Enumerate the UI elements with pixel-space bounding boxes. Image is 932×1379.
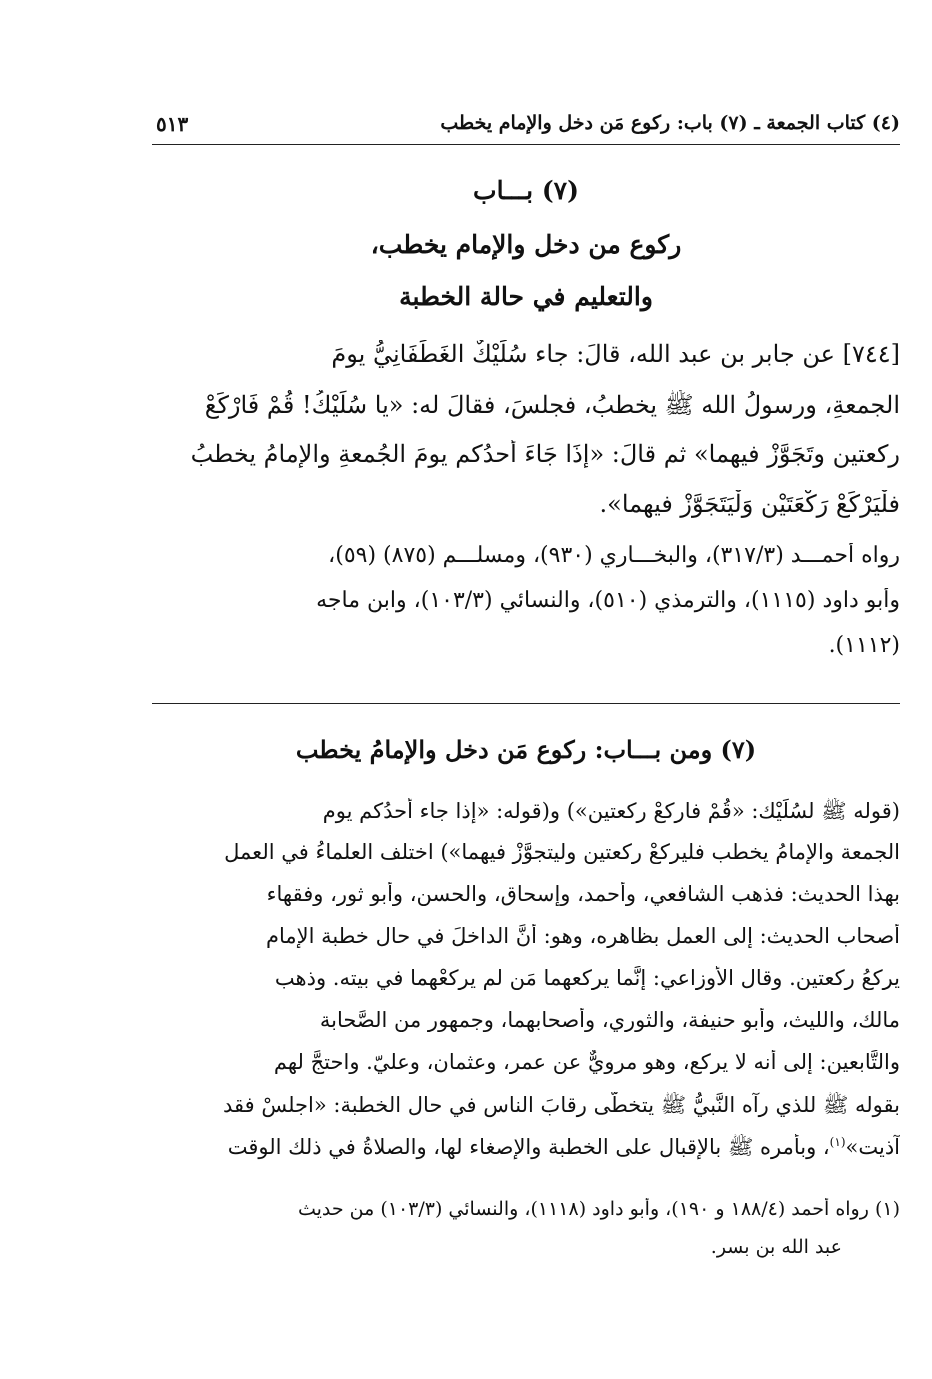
footnote-line: عبد الله بن بسر.: [710, 1236, 842, 1258]
header-title: (٤) كتاب الجمعة ـ (٧) باب: ركوع مَن دخل والإمام يخطب: [440, 112, 900, 134]
reference-line: رواه أحمـــد (٣١٧/٣)، والبخـــاري (٩٣٠)، ومسلـــم (٨٧٥) (٥٩)،: [328, 543, 900, 568]
commentary-line: مالك، والليث، وأبو حنيفة، والثوري، وأصحابهما، وجمهور من الصَّحابة: [319, 1008, 900, 1032]
footnote-marker[interactable]: (١): [829, 1135, 846, 1149]
section-divider: [152, 703, 900, 704]
reference-line: وأبو داود (١١١٥)، والترمذي (٥١٠)، والنسائي (١٠٣/٣)، وابن ماجه: [316, 588, 900, 613]
commentary-text: آذيت»: [845, 1135, 900, 1159]
commentary-line: أصحاب الحديث: إلى العمل بظاهره، وهو: أنَّ الداخلَ في حال خطبة الإمام: [265, 924, 900, 948]
commentary-line: [152, 1134, 900, 1165]
chapter-title-line-2: والتعليم في حالة الخطبة: [399, 282, 653, 311]
hadith-line: فلْيَرْكَعْ رَكْعَتَيْنِ وَلْيَتَجَوَّزْ فيهما».: [599, 490, 900, 518]
commentary-line: بقوله ﷺ للذي رآه النَّبيُّ ﷺ يتخطَّى رقابَ الناس في حال الخطبة: «اجلسْ فقد: [222, 1093, 900, 1117]
chapter-number: (٧) بـــاب: [473, 176, 579, 205]
commentary-line: والتَّابعين: إلى أنه لا يركع، وهو مرويٌّ عن عمر، وعثمان، وعليّ. واحتجَّ لهم: [273, 1050, 900, 1074]
hadith-line: ركعتين وتَجَوَّزْ فيهما» ثم قالَ: «إذَا جَاءَ أحدُكم يومَ الجُمعةِ والإمامُ يخطبُ: [190, 440, 900, 468]
commentary-heading: (٧) ومن بـــاب: ركوع مَن دخل والإمامُ يخطب: [295, 735, 757, 764]
hadith-line: الجمعةِ، ورسولُ الله ﷺ يخطبُ، فجلسَ، فقالَ له: «يا سُلَيْكُ! قُمْ فَارْكَعْ: [204, 391, 900, 419]
footnote-line: (١) رواه أحمد (١٨٨/٤ و ١٩٠)، وأبو داود (١١١٨)، والنسائي (١٠٣/٣) من حديث: [297, 1198, 900, 1220]
commentary-line: الجمعة والإمامُ يخطب فليركعْ ركعتين وليتجوَّزْ فيهما») اختلف العلماءُ في العمل: [224, 840, 900, 864]
page-number: ٥١٣: [156, 112, 189, 136]
reference-line: (١١١٢).: [828, 633, 900, 658]
commentary-line: يركعُ ركعتين. وقال الأوزاعي: إنَّما يركعهما مَن لم يركعْهما في بيته. وذهب: [274, 966, 900, 990]
chapter-title-line-1: ركوع من دخل والإمام يخطب،: [370, 230, 682, 259]
commentary-text: ، وبأمره ﷺ بالإقبال على الخطبة والإصغاء لها، والصلاةُ في ذلك الوقت: [227, 1135, 830, 1159]
hadith-line: [٧٤٤] عن جابر بن عبد الله، قالَ: جاء سُلَيْكٌ الغَطَفَانِيُّ يومَ: [331, 340, 900, 368]
commentary-line: (قوله ﷺ لسُلَيْك: «قُمْ فاركعْ ركعتين») و(قوله: «إذا جاء أحدُكم يوم: [322, 799, 900, 823]
commentary-line: بهذا الحديث: فذهب الشافعي، وأحمد، وإسحاق، والحسن، وأبو ثور، وفقهاء: [266, 882, 900, 906]
running-header: [152, 110, 900, 145]
